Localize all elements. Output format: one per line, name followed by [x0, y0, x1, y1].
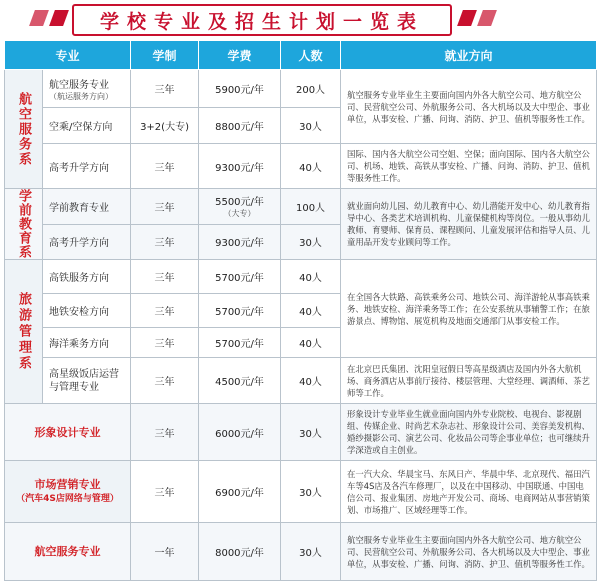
major-cell: 学前教育专业: [43, 189, 131, 225]
count-cell: 30人: [281, 523, 341, 581]
major-cell: 高铁服务方向: [43, 260, 131, 294]
count-cell: 30人: [281, 461, 341, 523]
banner-decoration-right-outer: [477, 10, 497, 26]
table-row: [5, 70, 597, 108]
table-row: [5, 358, 597, 404]
header-major: 专业: [5, 41, 131, 70]
header-fee: 学费: [199, 41, 281, 70]
major-sub: （航运服务方向）: [49, 91, 113, 101]
table-row: [5, 404, 597, 461]
table-row: [5, 461, 597, 523]
fee-sub: （大专）: [223, 209, 256, 219]
dept-tourism: 旅游管理系: [5, 260, 43, 404]
header-duration: 学制: [131, 41, 199, 70]
table-row: [5, 189, 597, 225]
dept-aviation: 航空服务系: [5, 70, 43, 189]
count-cell: 40人: [281, 328, 341, 358]
major-cell: 地铁安检方向: [43, 294, 131, 328]
banner-decoration-left-inner: [49, 10, 69, 26]
career-cell: 国际、国内各大航空公司空姐、空保；面向国际、国内各大航空公司、机场、地铁、高铁从事安检、广播、问询、消防、护卫、值机等服务性工作。: [341, 144, 597, 189]
career-cell: 航空服务专业毕业生主要面向国内外各大航空公司、地方航空公司、民营航空公司、外航服务公司、各大机场以及大中型企、事业单位，从事安检、广播、问询、消防、护卫、值机等服务性工作。: [341, 523, 597, 581]
duration-cell: 三年: [131, 189, 199, 225]
career-cell: 形象设计专业毕业生就业面向国内外专业院校、电视台、影视剧组、传媒企业、时尚艺术杂志社、形象设计公司、美容美发机构、婚纱摄影公司、演艺公司、化妆品公司等企事业单位；也可继续升学深造或自主创业。: [341, 404, 597, 461]
career-cell: 在全国各大铁路、高铁乘务公司、地铁公司、海洋游轮从事高铁乘务、地铁安检、海洋乘务等工作；在公安系统从事辅警工作；在旅游景点、博物馆、展览机构及地面交通部门从事安检工作。: [341, 260, 597, 358]
fee-cell: 5700元/年: [199, 260, 281, 294]
duration-cell: 三年: [131, 70, 199, 108]
fee-cell: 6000元/年: [199, 404, 281, 461]
duration-cell: 一年: [131, 523, 199, 581]
count-cell: 30人: [281, 224, 341, 260]
duration-cell: 三年: [131, 260, 199, 294]
fee-cell: 4500元/年: [199, 358, 281, 404]
table-row: [5, 260, 597, 294]
fee-cell: 6900元/年: [199, 461, 281, 523]
duration-cell: 三年: [131, 358, 199, 404]
table-row: [5, 523, 597, 581]
career-cell: 航空服务专业毕业生主要面向国内外各大航空公司、地方航空公司、民营航空公司、外航服务公司、各大机场以及大中型企、事业单位，从事安检、广播、问询、消防、护卫、值机等服务性工作。: [341, 70, 597, 144]
count-cell: 30人: [281, 108, 341, 144]
major-cell: 空乘/空保方向: [43, 108, 131, 144]
major-cell: 高星级饭店运营与管理专业: [43, 358, 131, 404]
major-cell: 高考升学方向: [43, 224, 131, 260]
table-row: [5, 144, 597, 189]
duration-cell: 三年: [131, 294, 199, 328]
count-cell: 40人: [281, 260, 341, 294]
enrollment-table: [4, 40, 597, 581]
header-count: 人数: [281, 41, 341, 70]
duration-cell: 三年: [131, 461, 199, 523]
title-banner: [72, 4, 452, 36]
dept-marketing: [5, 461, 131, 523]
career-cell: 在北京巴氏集团、沈阳皇冠假日等高星级酒店及国内外各大航机场、商务酒店从事前厅接待、楼层管理、大堂经理、调酒师、茶艺师等工作。: [341, 358, 597, 404]
count-cell: 200人: [281, 70, 341, 108]
dept-preschool: 学前教育系: [5, 189, 43, 260]
dept-marketing-sub: （汽车4S店网络与管理）: [16, 493, 119, 504]
fee-cell: 5900元/年: [199, 70, 281, 108]
dept-marketing-title: 市场营销专业: [34, 477, 101, 491]
fee-value: 5500元/年: [215, 197, 264, 209]
fee-cell: 5700元/年: [199, 294, 281, 328]
career-cell: 就业面向幼儿园、幼儿教育中心、幼儿潜能开发中心、幼儿教育指导中心、各类艺术培训机构、儿童保健机构等岗位。一般从事幼儿教师、育婴师、保育员、课程顾问、儿童发展评估和指导人员、儿童用品开发专业顾问等工作。: [341, 189, 597, 260]
banner-decoration-left-outer: [29, 10, 49, 26]
banner-decoration-right-inner: [457, 10, 477, 26]
count-cell: 100人: [281, 189, 341, 225]
duration-cell: 三年: [131, 144, 199, 189]
count-cell: 40人: [281, 144, 341, 189]
major-cell: 高考升学方向: [43, 144, 131, 189]
fee-cell: [199, 189, 281, 225]
duration-cell: 三年: [131, 404, 199, 461]
dept-airservice: 航空服务专业: [5, 523, 131, 581]
header-career: 就业方向: [341, 41, 597, 70]
fee-cell: 8000元/年: [199, 523, 281, 581]
duration-cell: 三年: [131, 328, 199, 358]
major-cell: [43, 70, 131, 108]
table-header-row: [5, 41, 597, 70]
major-cell: 海洋乘务方向: [43, 328, 131, 358]
dept-image: 形象设计专业: [5, 404, 131, 461]
count-cell: 40人: [281, 294, 341, 328]
duration-cell: 三年: [131, 224, 199, 260]
fee-cell: 8800元/年: [199, 108, 281, 144]
duration-cell: 3+2(大专): [131, 108, 199, 144]
fee-cell: 9300元/年: [199, 224, 281, 260]
count-cell: 30人: [281, 404, 341, 461]
fee-cell: 9300元/年: [199, 144, 281, 189]
career-cell: 在一汽大众、华晨宝马、东风日产、华晨中华、北京现代、福田汽车等4S店及各汽车修理厂，以及在中国移动、中国联通、中国电信公司、报业集团、房地产开发公司、商场、电商网站从事营销策划、市场推广、区域经理等工作。: [341, 461, 597, 523]
fee-cell: 5700元/年: [199, 328, 281, 358]
page-title: 学校专业及招生计划一览表: [99, 10, 424, 33]
count-cell: 40人: [281, 358, 341, 404]
major-name: 航空服务专业: [49, 79, 109, 91]
